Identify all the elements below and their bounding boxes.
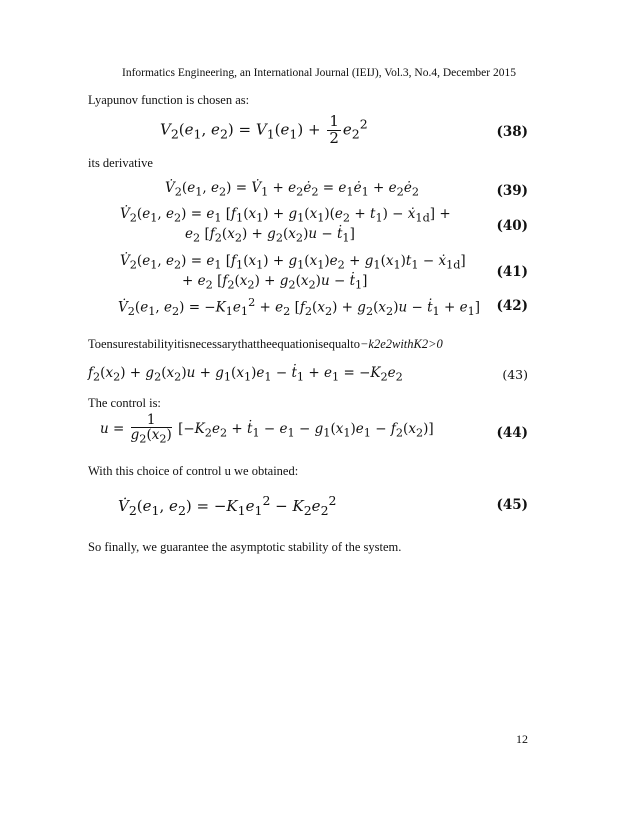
conclusion-text: So finally, we guarantee the asymptotic stability of the system. xyxy=(88,540,402,554)
intro-text: Lyapunov function is chosen as: xyxy=(88,93,250,107)
equation-number-40: (40) xyxy=(496,218,528,234)
derivative-label: its derivative xyxy=(88,156,153,170)
equation-number-38: (38) xyxy=(496,124,528,140)
control-label: The control is: xyxy=(88,396,161,410)
stability-expression: −k2e2withK2>0 xyxy=(359,337,443,351)
equation-40-line2: $e_2$ [$f_2(x_2) + g_2(x_2)u$ − ṫ$_1$] xyxy=(185,226,355,245)
choice-text: With this choice of control u we obtained: xyxy=(88,464,299,478)
equation-43: $f_2(x_2) + g_2(x_2)u + g_1(x_1)e_1$ − ṫ$_1$ + $e_1 = -K_2e_2$ xyxy=(88,365,403,384)
equation-41-line2: + $e_2$ [$f_2(x_2) + g_2(x_2)u$ − ṫ$_1$] xyxy=(182,273,368,292)
equation-42: $V̇_2(e_1$, $e_2) = -K_1e_1^2 + e_2$ [$f_2(x_2) + g_2(x_2)u$ − ṫ$_1$ + $e_1$] xyxy=(118,296,481,319)
equation-number-44: (44) xyxy=(496,425,528,441)
equation-number-39: (39) xyxy=(496,183,528,199)
equation-number-43: (43) xyxy=(502,367,528,382)
stability-text: Toensurestabilityitisnecessarythattheequationisequalto xyxy=(88,337,360,351)
equation-45: $V̇_2(e_1$, $e_2) = -K_1e_1^2 - K_2e_2^2$ xyxy=(118,493,337,518)
equation-39: $V̇_2(e_1$, $e_2$) = $V̇_1$ + $e_2ė_2$ = $e_1ė_1$ + $e_2ė_2$ xyxy=(165,180,419,199)
equation-41-line1: $V̇_2(e_1$, $e_2) = e_1$ [$f_1(x_1) + g_1(x_1)e_2 + g_1(x_1)t_1$ − ẋ$_{1d}$] xyxy=(120,253,466,272)
equation-number-41: (41) xyxy=(496,264,528,280)
page-number: 12 xyxy=(516,732,528,746)
equation-40-line1: $V̇_2(e_1$, $e_2) = e_1$ [$f_1(x_1) + g_1(x_1)(e_2 + t_1)$ − ẋ$_{1d}$] + xyxy=(120,206,451,225)
journal-header: Informatics Engineering, an International Journal (IEIJ), Vol.3, No.4, December 2015 xyxy=(122,67,516,79)
stability-statement xyxy=(88,337,443,352)
equation-38: $V_2(e_1$, $e_2) = V_1(e_1)$ + $\frac{1}{2}$ $e_2^2$ xyxy=(160,112,368,147)
equation-number-42: (42) xyxy=(496,298,528,314)
equation-44: u = $\frac{1}{g_2(x_2)}$ [$-K_2e_2$ + ṫ$_1$ − $e_1 - g_1(x_1)e_1 - f_2(x_2)$] xyxy=(100,412,434,446)
equation-number-45: (45) xyxy=(496,497,528,513)
